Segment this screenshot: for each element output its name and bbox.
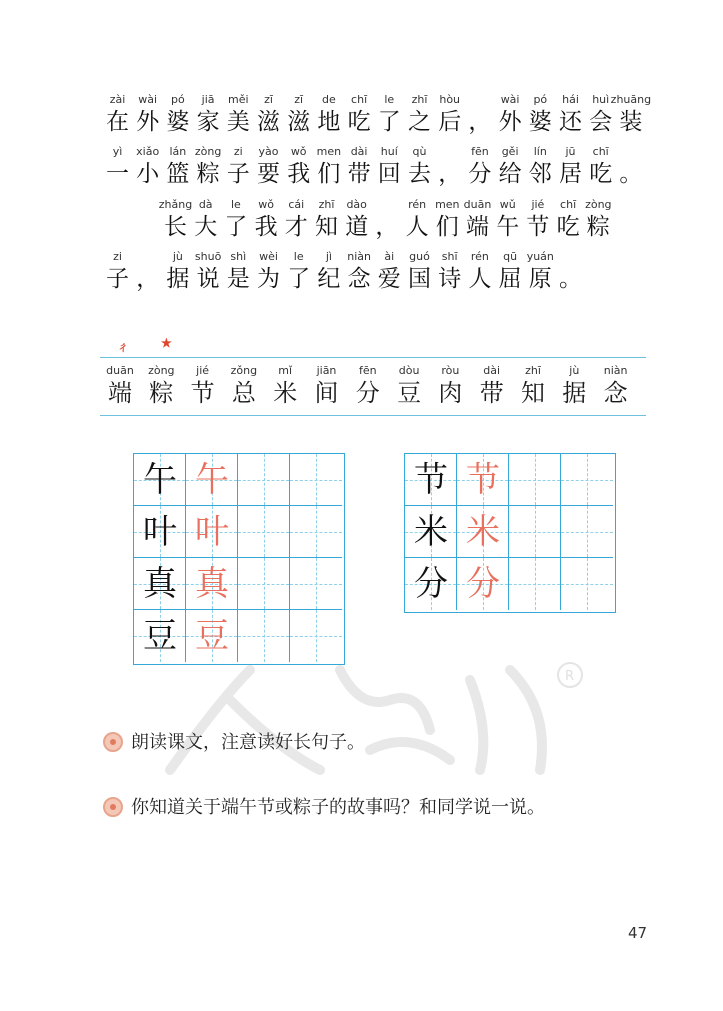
pinyin: wǒ bbox=[258, 198, 274, 211]
model-character: 真 bbox=[143, 564, 177, 604]
pinyin: dài bbox=[350, 145, 368, 158]
hanzi: 据 bbox=[166, 266, 190, 292]
svg-text:R: R bbox=[565, 669, 575, 684]
pinyin: zhī bbox=[318, 198, 335, 211]
hanzi: 一 bbox=[106, 161, 129, 187]
task-text: 你知道关于端午节或粽子的故事吗？和同学说一说。 bbox=[131, 797, 545, 818]
pinyin: guó bbox=[409, 250, 430, 263]
trace-character: 午 bbox=[195, 460, 229, 500]
hanzi: 午 bbox=[496, 214, 520, 240]
vocab-hanzi: 节 bbox=[190, 379, 215, 407]
hanzi: 说 bbox=[196, 266, 220, 292]
pinyin: wài bbox=[138, 93, 158, 106]
writing-cell bbox=[238, 610, 290, 662]
writing-cell bbox=[290, 454, 342, 506]
hanzi: 子 bbox=[226, 161, 250, 187]
writing-cell bbox=[290, 610, 342, 662]
writing-cell bbox=[509, 506, 561, 558]
model-character: 节 bbox=[414, 460, 448, 500]
pinyin: niàn bbox=[347, 250, 371, 263]
hanzi: 长 bbox=[164, 214, 187, 240]
pinyin: wǒ bbox=[290, 145, 307, 158]
pinyin: chī bbox=[592, 145, 609, 158]
writing-cell bbox=[186, 558, 238, 610]
hanzi: 人 bbox=[468, 266, 492, 292]
hanzi: 。 bbox=[619, 161, 643, 187]
pinyin: pó bbox=[533, 93, 548, 106]
pinyin: zhǎng bbox=[158, 198, 193, 211]
trace-character: 米 bbox=[466, 512, 500, 552]
hanzi: 居 bbox=[559, 161, 582, 187]
pinyin: yì bbox=[112, 145, 123, 158]
writing-cell bbox=[186, 506, 238, 558]
model-character: 叶 bbox=[143, 512, 177, 552]
pinyin: zòng bbox=[585, 198, 612, 211]
pinyin: rén bbox=[470, 250, 489, 263]
hanzi: 了 bbox=[224, 214, 248, 240]
vocab-pinyin: mǐ bbox=[278, 364, 293, 377]
pinyin: pó bbox=[171, 93, 185, 106]
hanzi: 人 bbox=[405, 214, 429, 240]
task-circle-icon bbox=[103, 732, 123, 752]
pinyin: zi bbox=[113, 250, 122, 263]
hanzi: 分 bbox=[468, 161, 492, 187]
hanzi: 端 bbox=[466, 214, 489, 240]
vocab-hanzi: 带 bbox=[479, 379, 504, 407]
hanzi: 之 bbox=[408, 109, 431, 135]
trace-character: 豆 bbox=[195, 616, 229, 656]
hanzi: ， bbox=[468, 109, 492, 135]
writing-cell bbox=[561, 506, 613, 558]
hanzi: 们 bbox=[317, 161, 341, 187]
hanzi: 婆 bbox=[166, 109, 190, 135]
hanzi: 们 bbox=[435, 214, 459, 240]
vocab-pinyin: dòu bbox=[398, 364, 420, 377]
trace-character: 分 bbox=[466, 564, 500, 604]
pinyin: zhī bbox=[411, 93, 428, 106]
hanzi: 是 bbox=[226, 266, 250, 292]
hanzi: 会 bbox=[589, 109, 613, 135]
vocab-pinyin: zǒng bbox=[230, 364, 258, 377]
pinyin: xiǎo bbox=[136, 145, 160, 158]
vocab-hanzi: 间 bbox=[314, 379, 339, 407]
pinyin: zī bbox=[264, 93, 273, 106]
hanzi: 原 bbox=[528, 266, 552, 292]
writing-cell bbox=[405, 506, 457, 558]
hanzi: 纪 bbox=[317, 266, 341, 292]
pinyin: wài bbox=[500, 93, 520, 106]
pinyin: dà bbox=[198, 198, 213, 211]
vocab-pinyin: niàn bbox=[603, 364, 628, 377]
pinyin: shī bbox=[441, 250, 458, 263]
hanzi: 才 bbox=[284, 214, 308, 240]
hanzi: 还 bbox=[559, 109, 582, 135]
writing-cell bbox=[457, 506, 509, 558]
pinyin: le bbox=[230, 198, 241, 211]
hanzi: 知 bbox=[315, 214, 338, 240]
hanzi: 。 bbox=[559, 266, 582, 292]
vocab-hanzi: 知 bbox=[521, 379, 545, 407]
hanzi: 地 bbox=[317, 109, 341, 135]
pinyin: lín bbox=[533, 145, 547, 158]
trace-character: 叶 bbox=[195, 512, 229, 552]
writing-cell bbox=[238, 506, 290, 558]
vocab-pinyin: duān bbox=[106, 364, 134, 377]
pinyin: jié bbox=[531, 198, 545, 211]
vocab-pinyin: fēn bbox=[358, 364, 377, 377]
pinyin: fēn bbox=[471, 145, 489, 158]
hanzi: 我 bbox=[287, 161, 311, 187]
hanzi: 外 bbox=[136, 109, 160, 135]
hanzi: 装 bbox=[619, 109, 643, 135]
writing-cell bbox=[186, 610, 238, 662]
hanzi: 爱 bbox=[377, 266, 401, 292]
vocab-hanzi: 肉 bbox=[438, 379, 463, 407]
pinyin: zòng bbox=[194, 145, 222, 158]
writing-cell bbox=[509, 454, 561, 506]
hanzi: 粽 bbox=[586, 214, 610, 240]
writing-cell bbox=[561, 558, 613, 610]
pinyin: qū bbox=[503, 250, 518, 263]
pinyin: dào bbox=[346, 198, 367, 211]
writing-cell bbox=[134, 506, 186, 558]
pinyin: shì bbox=[230, 250, 247, 263]
pinyin: qù bbox=[412, 145, 427, 158]
writing-cell bbox=[238, 454, 290, 506]
pinyin: le bbox=[384, 93, 395, 106]
vocab-hanzi: 总 bbox=[231, 379, 256, 407]
hanzi: 回 bbox=[377, 161, 401, 187]
hanzi: 滋 bbox=[257, 109, 280, 135]
pinyin: men bbox=[316, 145, 342, 158]
writing-cell bbox=[134, 558, 186, 610]
task-text: 朗读课文，注意读好长句子。 bbox=[131, 732, 365, 753]
hanzi: ， bbox=[375, 214, 399, 240]
hanzi: 美 bbox=[226, 109, 250, 135]
hanzi: 去 bbox=[408, 161, 431, 187]
vocab-hanzi: 端 bbox=[108, 379, 132, 407]
pinyin: yuán bbox=[526, 250, 554, 263]
pinyin: jù bbox=[172, 250, 183, 263]
writing-cell bbox=[405, 454, 457, 506]
pinyin: chī bbox=[560, 198, 577, 211]
vocab-top-rule bbox=[100, 357, 646, 358]
pinyin: lán bbox=[169, 145, 187, 158]
pinyin: zhuāng bbox=[610, 93, 652, 106]
vocab-hanzi: 粽 bbox=[149, 379, 174, 407]
hanzi: 家 bbox=[196, 109, 220, 135]
vocab-hanzi: 据 bbox=[562, 379, 587, 407]
hanzi: 为 bbox=[257, 266, 280, 292]
hanzi: 小 bbox=[136, 161, 160, 187]
pinyin: zi bbox=[233, 145, 243, 158]
hanzi: 了 bbox=[287, 266, 311, 292]
hanzi: 篮 bbox=[166, 161, 190, 187]
hanzi: 大 bbox=[194, 214, 218, 240]
vocab-pinyin: zòng bbox=[148, 364, 175, 377]
pinyin: wǔ bbox=[499, 198, 516, 211]
pinyin: cái bbox=[288, 198, 305, 211]
model-character: 分 bbox=[414, 564, 448, 604]
pinyin: měi bbox=[228, 93, 249, 106]
model-character: 午 bbox=[143, 460, 177, 500]
hanzi: 给 bbox=[498, 161, 522, 187]
model-character: 米 bbox=[414, 512, 448, 552]
pinyin: gěi bbox=[501, 145, 519, 158]
hanzi: 带 bbox=[347, 161, 371, 187]
trace-character: 节 bbox=[466, 460, 500, 500]
pinyin: jiā bbox=[201, 93, 215, 106]
hanzi: ， bbox=[136, 266, 160, 292]
vocab-pinyin: jié bbox=[196, 364, 210, 377]
hanzi: 吃 bbox=[589, 161, 613, 187]
vocab-hanzi: 豆 bbox=[397, 379, 422, 407]
writing-cell bbox=[561, 454, 613, 506]
writing-cell bbox=[134, 454, 186, 506]
pinyin: ài bbox=[384, 250, 395, 263]
hanzi: ， bbox=[438, 161, 462, 187]
hanzi: 要 bbox=[257, 161, 280, 187]
hanzi: 国 bbox=[408, 266, 431, 292]
hanzi: 道 bbox=[345, 214, 369, 240]
pinyin: le bbox=[293, 250, 304, 263]
vocab-pinyin: zhī bbox=[525, 364, 541, 377]
pinyin: men bbox=[435, 198, 460, 211]
hanzi: 滋 bbox=[287, 109, 311, 135]
writing-cell bbox=[405, 558, 457, 610]
pinyin: de bbox=[322, 93, 336, 106]
writing-cell bbox=[457, 454, 509, 506]
hanzi: 我 bbox=[254, 214, 278, 240]
vocab-hanzi: 分 bbox=[355, 379, 380, 407]
writing-cell bbox=[134, 610, 186, 662]
hanzi: 邻 bbox=[528, 161, 552, 187]
hanzi: 后 bbox=[438, 109, 462, 135]
pinyin: wèi bbox=[259, 250, 278, 263]
hanzi: 节 bbox=[526, 214, 550, 240]
pinyin: huì bbox=[592, 93, 610, 106]
writing-cell bbox=[186, 454, 238, 506]
vocab-pinyin: jù bbox=[569, 364, 580, 377]
pinyin: jì bbox=[325, 250, 332, 263]
pinyin: hòu bbox=[439, 93, 461, 106]
task-circle-icon bbox=[103, 797, 123, 817]
writing-cell bbox=[509, 558, 561, 610]
pinyin: yào bbox=[258, 145, 279, 158]
hanzi: 吃 bbox=[347, 109, 371, 135]
writing-cell bbox=[290, 506, 342, 558]
hanzi: 粽 bbox=[196, 161, 220, 187]
pinyin: zài bbox=[109, 93, 126, 106]
vocab-hanzi: 米 bbox=[273, 379, 298, 407]
hanzi: 婆 bbox=[528, 109, 552, 135]
pinyin: hái bbox=[562, 93, 579, 106]
trace-character: 真 bbox=[195, 564, 229, 604]
pinyin: huí bbox=[380, 145, 398, 158]
vocab-pinyin: jiān bbox=[316, 364, 337, 377]
writing-grid-right bbox=[404, 453, 616, 613]
pinyin: chī bbox=[351, 93, 368, 106]
pinyin: rén bbox=[408, 198, 427, 211]
hanzi: 在 bbox=[106, 109, 129, 135]
writing-cell bbox=[238, 558, 290, 610]
pinyin: jū bbox=[565, 145, 576, 158]
hanzi: 子 bbox=[106, 266, 129, 292]
writing-cell bbox=[290, 558, 342, 610]
vocab-pinyin: ròu bbox=[441, 364, 460, 377]
pinyin: shuō bbox=[194, 250, 222, 263]
hanzi: 屈 bbox=[498, 266, 522, 292]
hanzi: 外 bbox=[498, 109, 522, 135]
writing-grid-left bbox=[133, 453, 345, 665]
pinyin: duān bbox=[463, 198, 492, 211]
hanzi: 吃 bbox=[556, 214, 580, 240]
page-number: 47 bbox=[628, 924, 648, 942]
vocab-pinyin: dài bbox=[483, 364, 501, 377]
writing-cell bbox=[457, 558, 509, 610]
hanzi: 诗 bbox=[438, 266, 462, 292]
model-character: 豆 bbox=[143, 616, 177, 656]
vocab-hanzi: 念 bbox=[603, 379, 628, 407]
hanzi: 念 bbox=[347, 266, 371, 292]
hanzi: 了 bbox=[377, 109, 401, 135]
vocab-bottom-rule bbox=[100, 415, 646, 416]
pinyin: zī bbox=[294, 93, 304, 106]
